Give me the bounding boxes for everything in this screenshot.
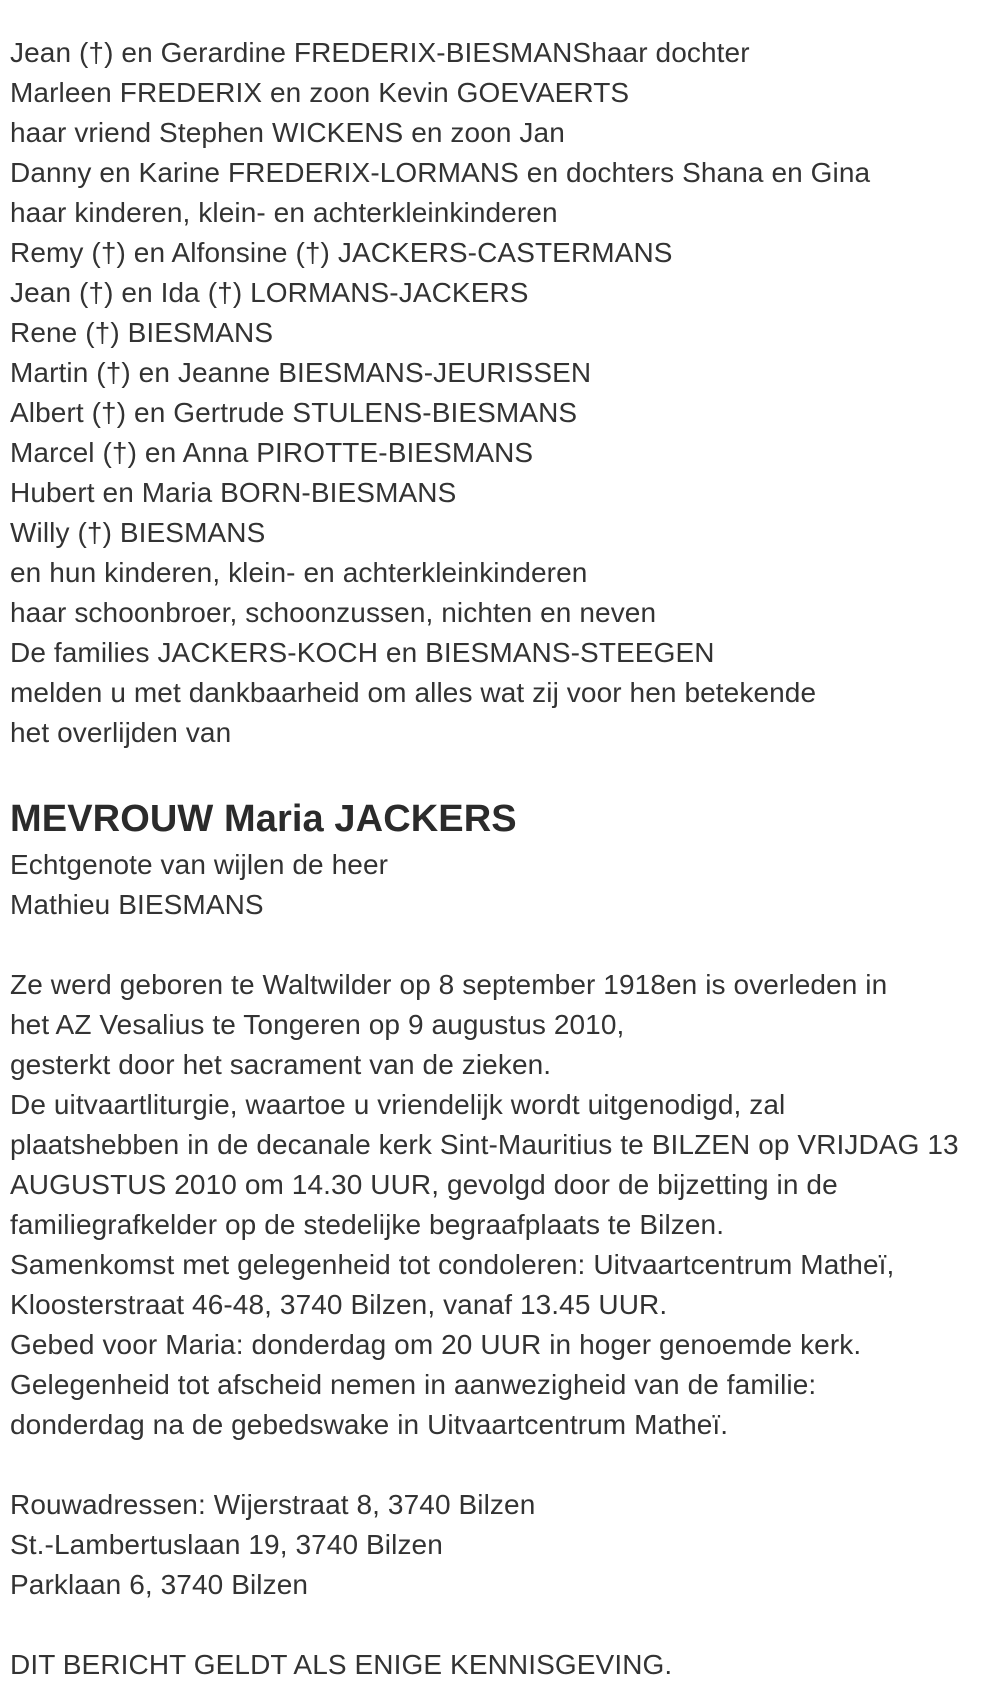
family-line: Martin (†) en Jeanne BIESMANS-JEURISSEN xyxy=(10,357,592,388)
deceased-subtitle-line: Echtgenote van wijlen de heer xyxy=(10,849,389,880)
family-line: Jean (†) en Ida (†) LORMANS-JACKERS xyxy=(10,277,529,308)
closing-notice: DIT BERICHT GELDT ALS ENIGE KENNISGEVING. xyxy=(10,1649,673,1680)
family-line: Remy (†) en Alfonsine (†) JACKERS-CASTERMANS xyxy=(10,237,673,268)
funeral-details xyxy=(10,965,988,1445)
funeral-detail-line: familiegrafkelder op de stedelijke begraafplaats te Bilzen. xyxy=(10,1209,725,1240)
family-line: haar schoonbroer, schoonzussen, nichten en neven xyxy=(10,597,657,628)
mourning-address-line: Parklaan 6, 3740 Bilzen xyxy=(10,1569,309,1600)
mourning-address-line: St.-Lambertuslaan 19, 3740 Bilzen xyxy=(10,1529,443,1560)
mourning-address-line: Rouwadressen: Wijerstraat 8, 3740 Bilzen xyxy=(10,1489,536,1520)
family-line: Marcel (†) en Anna PIROTTE-BIESMANS xyxy=(10,437,534,468)
family-line: Albert (†) en Gertrude STULENS-BIESMANS xyxy=(10,397,578,428)
family-line: Hubert en Maria BORN-BIESMANS xyxy=(10,477,457,508)
funeral-detail-line: gesterkt door het sacrament van de zieken. xyxy=(10,1049,552,1080)
funeral-detail-line: AUGUSTUS 2010 om 14.30 UUR, gevolgd door de bijzetting in de xyxy=(10,1169,838,1200)
deceased-block xyxy=(10,793,988,925)
family-list xyxy=(10,33,988,753)
deceased-subtitle-line: Mathieu BIESMANS xyxy=(10,889,264,920)
funeral-detail-line: plaatshebben in de decanale kerk Sint-Mauritius te BILZEN op VRIJDAG 13 xyxy=(10,1129,959,1160)
family-line: haar vriend Stephen WICKENS en zoon Jan xyxy=(10,117,565,148)
family-line: en hun kinderen, klein- en achterkleinkinderen xyxy=(10,557,588,588)
family-line: het overlijden van xyxy=(10,717,232,748)
funeral-detail-line: De uitvaartliturgie, waartoe u vriendelijk wordt uitgenodigd, zal xyxy=(10,1089,786,1120)
mourning-addresses xyxy=(10,1485,988,1605)
funeral-detail-line: Ze werd geboren te Waltwilder op 8 september 1918en is overleden in xyxy=(10,969,888,1000)
family-line: De families JACKERS-KOCH en BIESMANS-STEEGEN xyxy=(10,637,715,668)
family-line: Danny en Karine FREDERIX-LORMANS en dochters Shana en Gina xyxy=(10,157,871,188)
family-line: Marleen FREDERIX en zoon Kevin GOEVAERTS xyxy=(10,77,630,108)
family-line: Jean (†) en Gerardine FREDERIX-BIESMANShaar dochter xyxy=(10,37,750,68)
family-line: haar kinderen, klein- en achterkleinkinderen xyxy=(10,197,558,228)
funeral-detail-line: Samenkomst met gelegenheid tot condoleren: Uitvaartcentrum Matheï, xyxy=(10,1249,895,1280)
deceased-name: MEVROUW Maria JACKERS xyxy=(10,798,517,840)
funeral-detail-line: Kloosterstraat 46-48, 3740 Bilzen, vanaf 13.45 UUR. xyxy=(10,1289,668,1320)
funeral-detail-line: Gelegenheid tot afscheid nemen in aanwezigheid van de familie: xyxy=(10,1369,817,1400)
funeral-detail-line: het AZ Vesalius te Tongeren op 9 augustus 2010, xyxy=(10,1009,625,1040)
funeral-detail-line: Gebed voor Maria: donderdag om 20 UUR in hoger genoemde kerk. xyxy=(10,1329,862,1360)
closing-notice-block xyxy=(10,1645,988,1685)
funeral-detail-line: donderdag na de gebedswake in Uitvaartcentrum Matheï. xyxy=(10,1409,729,1440)
family-line: melden u met dankbaarheid om alles wat zij voor hen betekende xyxy=(10,677,817,708)
family-line: Willy (†) BIESMANS xyxy=(10,517,266,548)
family-line: Rene (†) BIESMANS xyxy=(10,317,274,348)
